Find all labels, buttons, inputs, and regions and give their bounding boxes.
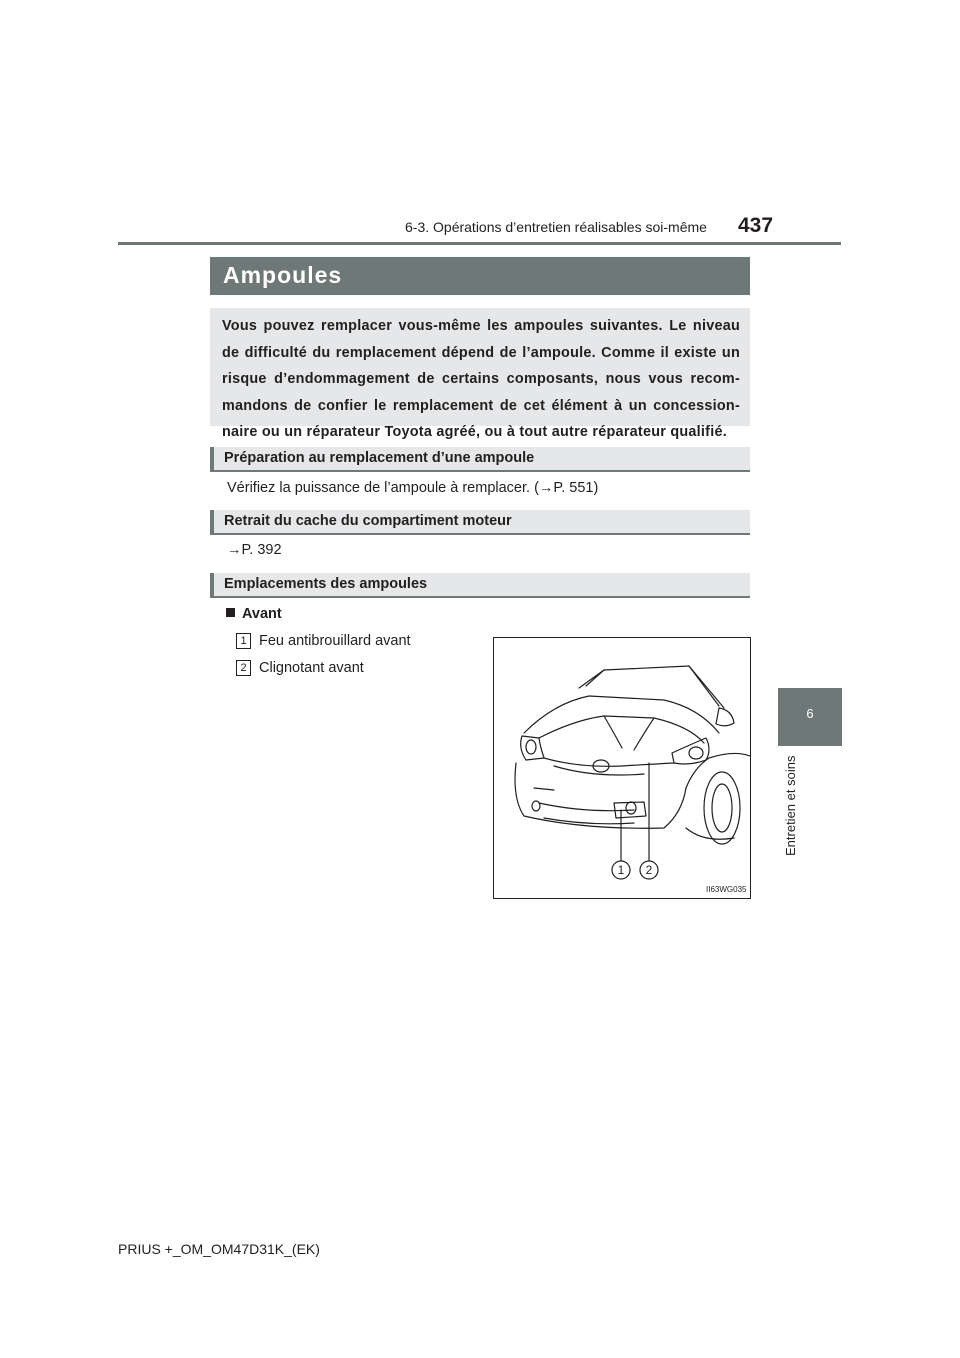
front-label: Avant <box>242 606 282 622</box>
page-number: 437 <box>738 214 774 237</box>
chapter-number: 6 <box>806 706 814 721</box>
subheading-engine-cover <box>210 510 750 535</box>
subheading-text: Emplacements des ampoules <box>224 576 428 592</box>
car-front-illustration <box>493 637 751 899</box>
square-bullet-icon <box>226 608 235 617</box>
car-drawing <box>494 638 750 898</box>
page-title: Ampoules <box>223 262 343 288</box>
subheading-text: Préparation au remplacement d’une ampoule <box>224 450 535 466</box>
subheading-preparation <box>210 447 750 472</box>
front-heading <box>226 606 282 622</box>
preparation-text: Vérifiez la puissance de l’ampoule à remplacer. (→P. 551) <box>227 480 599 496</box>
engine-cover-reference: →P. 392 <box>227 542 282 558</box>
chapter-label: Entretien et soins <box>783 756 798 857</box>
header-rule <box>118 242 841 245</box>
item-number-1: 1 <box>236 633 251 649</box>
callout-2: 2 <box>645 863 653 877</box>
running-header: 6-3. Opérations d’entretien réalisables soi-même <box>405 219 707 235</box>
item-turn-signal: Clignotant avant <box>259 660 364 676</box>
intro-text: Vous pouvez remplacer vous-même les ampoules suivantes. Le niveau de difficulté du remplacement dépend de l’ampoule. Comme il existe un risque d’endommagement de certains composants, nous vous recom-mandons de confier le remplacement de cet élément à un concession-naire ou un réparateur Toyota agréé, ou à tout autre réparateur qualifié. <box>222 318 740 440</box>
item-number-2: 2 <box>236 660 251 676</box>
callout-1: 1 <box>617 863 625 877</box>
figure-code: II63WG035 <box>706 885 747 894</box>
footer-code: PRIUS +_OM_OM47D31K_(EK) <box>118 1241 320 1257</box>
subheading-text: Retrait du cache du compartiment moteur <box>224 513 512 529</box>
item-fog-light: Feu antibrouillard avant <box>259 633 411 649</box>
subheading-bulb-locations <box>210 573 750 598</box>
